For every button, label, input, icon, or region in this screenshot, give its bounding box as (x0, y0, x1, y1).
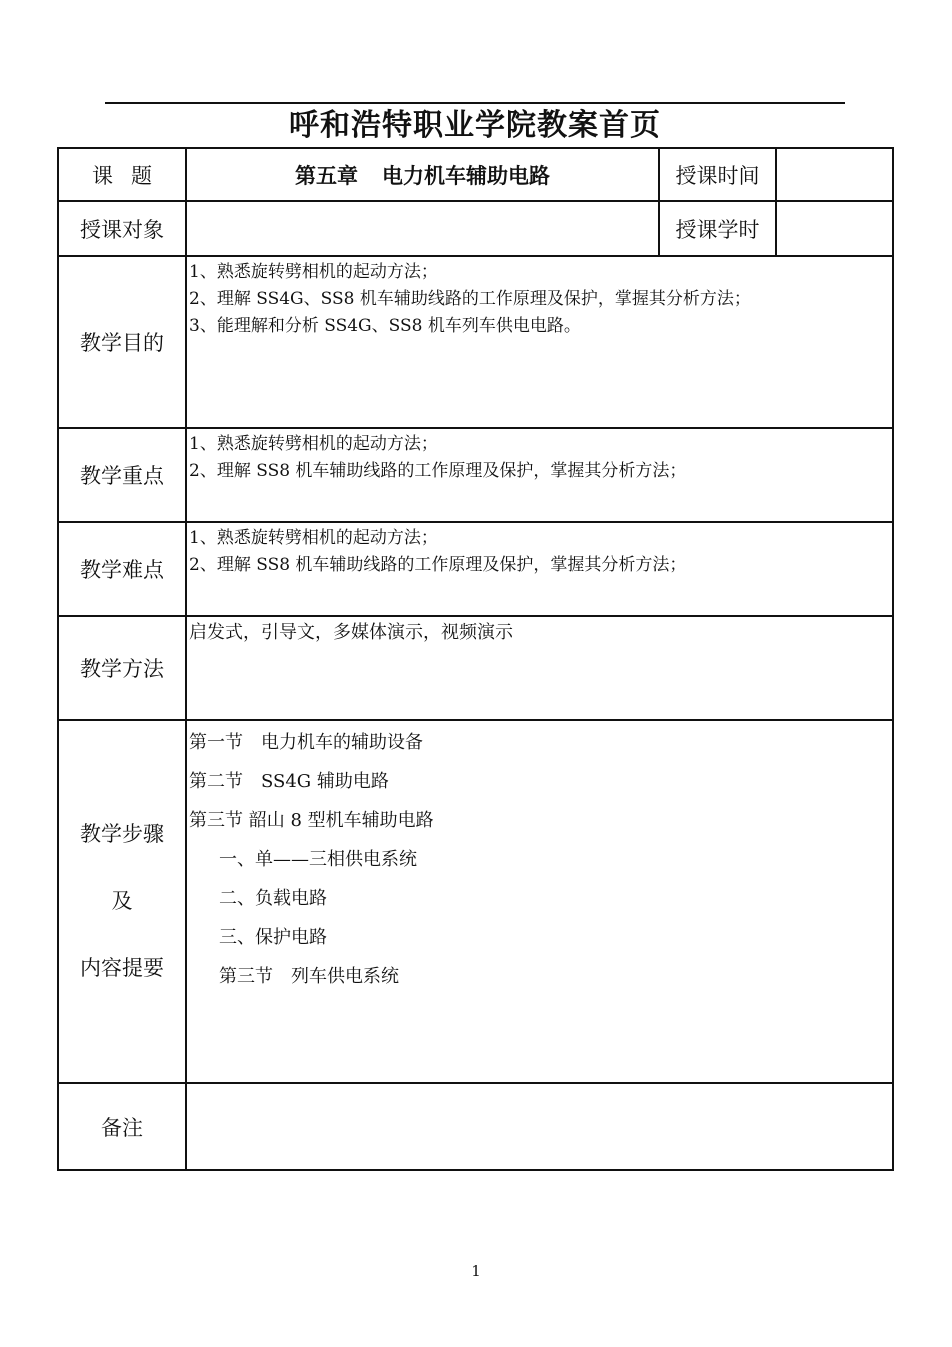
label-steps-line3: 内容提要 (80, 956, 164, 980)
row-audience (58, 201, 893, 256)
methods-cell (186, 616, 893, 720)
objective-item: 3、能理解和分析 SS4G、SS8 机车列车供电电路。 (189, 316, 581, 336)
objective-item: 2、理解 SS4G、SS8 机车辅助线路的工作原理及保护，掌握其分析方法； (189, 289, 751, 309)
document-title: 呼和浩特职业学院教案首页 (289, 108, 661, 143)
topic-value-cell (186, 148, 659, 201)
label-steps-cell (58, 720, 186, 1083)
topic-name: 电力机车辅助电路 (382, 162, 550, 188)
step-item: 三、保护电路 (219, 927, 327, 948)
label-key-points: 教学重点 (58, 428, 186, 522)
notes-value (186, 1083, 893, 1170)
step-item: 二、负载电路 (219, 888, 327, 909)
row-objectives (58, 256, 893, 428)
label-cell-topic (58, 148, 186, 201)
difficulties-cell (186, 522, 893, 616)
steps-cell (186, 720, 893, 1083)
key-point-item: 1、熟悉旋转劈相机的起动方法； (189, 434, 438, 454)
hours-value (776, 201, 893, 256)
methods-text: 启发式，引导文，多媒体演示，视频演示 (189, 622, 513, 643)
difficulty-item: 1、熟悉旋转劈相机的起动方法； (189, 528, 438, 548)
objective-item: 1、熟悉旋转劈相机的起动方法； (189, 262, 438, 282)
audience-value (186, 201, 659, 256)
key-points-cell (186, 428, 893, 522)
label-objectives: 教学目的 (58, 256, 186, 428)
lesson-plan-table (57, 147, 894, 1171)
topic-chapter: 第五章 (295, 162, 358, 188)
label-audience: 授课对象 (58, 201, 186, 256)
row-key-points (58, 428, 893, 522)
label-time: 授课时间 (659, 148, 776, 201)
difficulty-item: 2、理解 SS8 机车辅助线路的工作原理及保护，掌握其分析方法； (189, 555, 687, 575)
header-rule (105, 102, 845, 104)
label-steps-line1: 教学步骤 (80, 822, 164, 846)
label-difficulties: 教学难点 (58, 522, 186, 616)
key-point-item: 2、理解 SS8 机车辅助线路的工作原理及保护，掌握其分析方法； (189, 461, 687, 481)
page-number: 1 (471, 1262, 481, 1280)
row-topic (58, 148, 893, 201)
step-item: 第三节 韶山 8 型机车辅助电路 (189, 810, 434, 831)
row-difficulties (58, 522, 893, 616)
step-item: 第三节 列车供电系统 (219, 966, 399, 987)
row-steps (58, 720, 893, 1083)
objectives-cell (186, 256, 893, 428)
label-methods: 教学方法 (58, 616, 186, 720)
label-topic: 课题 (92, 163, 170, 188)
label-notes: 备注 (58, 1083, 186, 1170)
step-item: 一、单——三相供电系统 (219, 849, 417, 870)
label-hours: 授课学时 (659, 201, 776, 256)
step-item: 第一节 电力机车的辅助设备 (189, 732, 423, 753)
step-item: 第二节 SS4G 辅助电路 (189, 771, 389, 792)
label-steps-line2: 及 (111, 889, 133, 913)
row-notes (58, 1083, 893, 1170)
row-methods (58, 616, 893, 720)
time-value (776, 148, 893, 201)
